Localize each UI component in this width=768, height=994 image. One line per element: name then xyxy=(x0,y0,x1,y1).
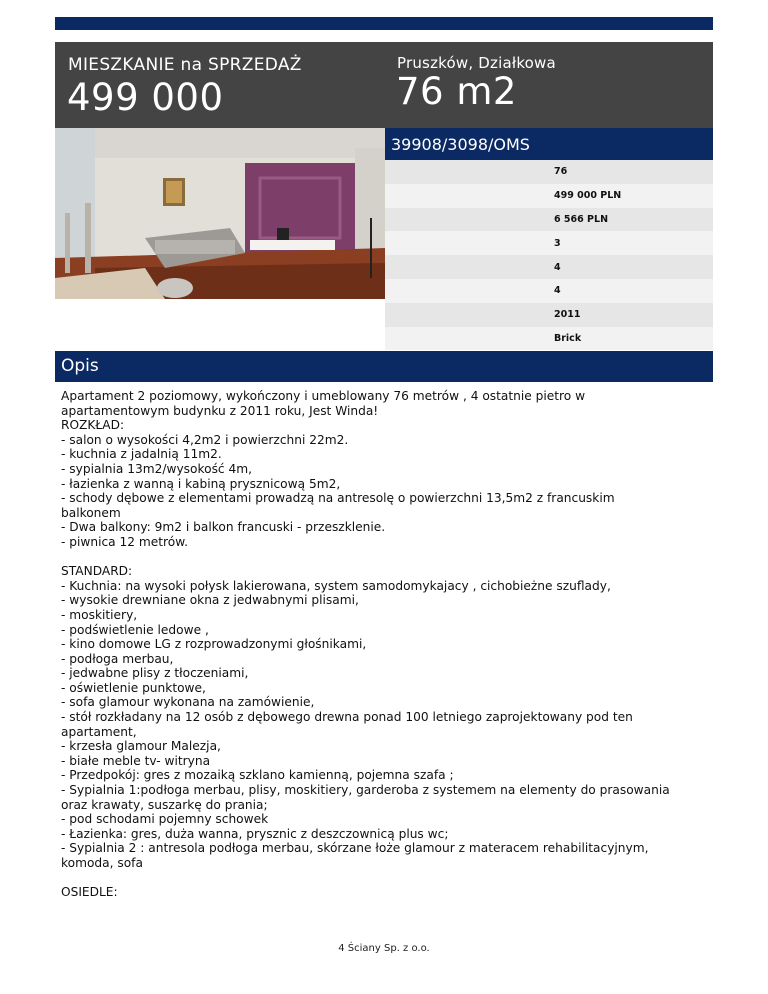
parameters-table xyxy=(385,160,713,350)
param-row: 6 566 PLN xyxy=(385,208,713,232)
footer-company: 4 Ściany Sp. z o.o. xyxy=(338,943,430,954)
param-row: Brick xyxy=(385,327,713,351)
description-text: Apartament 2 poziomowy, wykończony i umeblowany 76 metrów , 4 ostatnie pietro w apartamentowym budynku z 2011 roku, Jest Winda! ROZKŁAD: - salon o wysokości 4,2m2 i powierzchni 22m2. - kuchnia z jadalnią 11m2. - sypialnia 13m2/wysokość 4m, - łazienka z wanną i kabiną prysznicową 5m2, - schody dębowe z elementami prowadzą na antresolę o powierzchni 13,5m2 z francuskim balkonem - Dwa balkony: 9m2 i balkon francuski - przeszklenie. - piwnica 12 metrów. STANDARD: - Kuchnia: na wysoki połysk lakierowana, system samodomykajacy , cichobieżne szuflady, - wysokie drewniane okna z jedwabnymi plisami, - moskitiery, - podświetlenie ledowe , - kino domowe LG z rozprowadzonymi głośnikami, - podłoga merbau, - jedwabne plisy z tłoczeniami, - oświetlenie punktowe, - sofa glamour wykonana na zamówienie, - stół rozkładany na 12 osób z dębowego drewna ponad 100 letniego zaprojektowany pod ten apartament, - krzesła glamour Malezja, - białe meble tv- witryna - Przedpokój: gres z mozaiką szklano kamienną, pojemna szafa ; - Sypialnia 1:podłoga merbau, plisy, moskitiery, garderoba z systemem na elementy do prasowania oraz krawaty, suszarkę do prania; - pod schodami pojemny schowek - Łazienka: gres, duża wanna, prysznic z deszczownicą plus wc; - Sypialnia 2 : antresola podłoga merbau, skórzane łoże glamour z materacem rehabilitacyjnym, komoda, sofa OSIEDLE: xyxy=(61,389,670,900)
param-row: 4 xyxy=(385,255,713,279)
top-accent-bar xyxy=(55,17,713,30)
param-row: 2011 xyxy=(385,303,713,327)
apartment-photo xyxy=(55,128,385,299)
reference-number: 39908/3098/OMS xyxy=(385,128,713,160)
listing-price: 499 000 xyxy=(67,76,224,119)
section-title: Opis xyxy=(55,351,713,382)
listing-area: 76 m2 xyxy=(396,70,517,113)
param-row: 3 xyxy=(385,231,713,255)
listing-type: MIESZKANIE na SPRZEDAŻ xyxy=(68,55,302,75)
listing-header xyxy=(55,42,713,128)
param-row: 4 xyxy=(385,279,713,303)
listing-location: Pruszków, Działkowa xyxy=(397,54,556,72)
param-row: 76 xyxy=(385,160,713,184)
param-row: 499 000 PLN xyxy=(385,184,713,208)
